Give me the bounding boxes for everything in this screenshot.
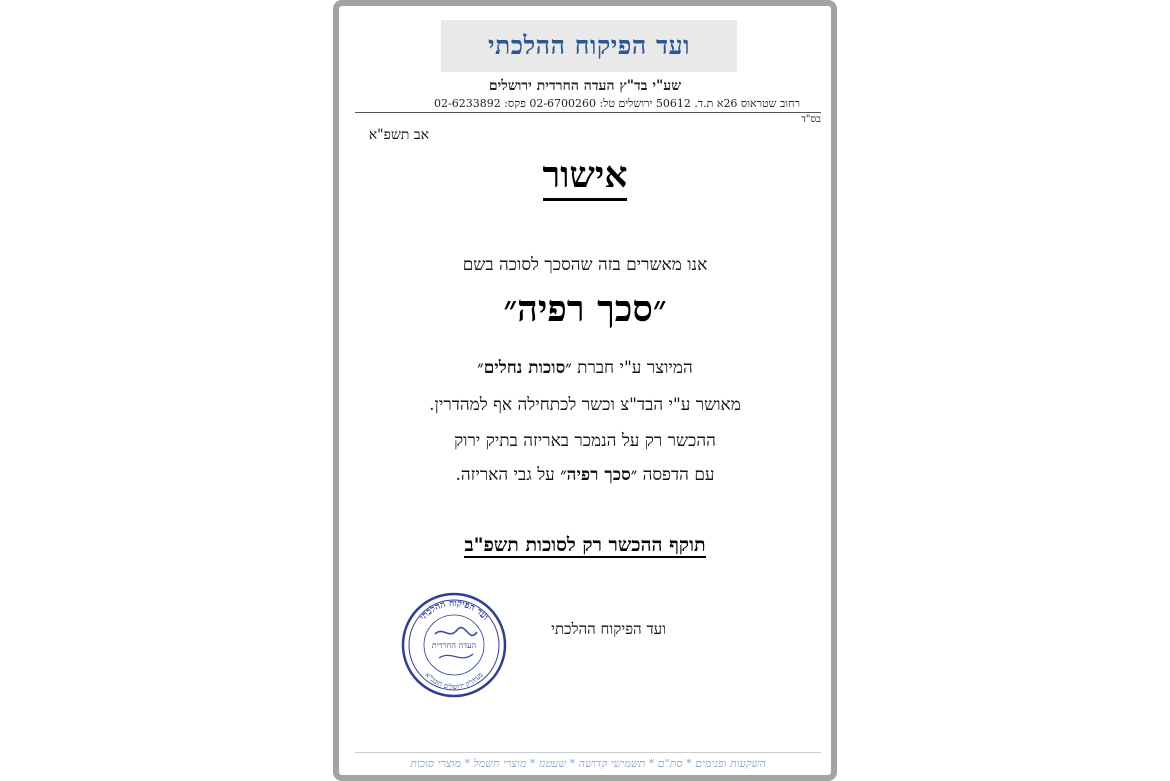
header-divider bbox=[355, 112, 821, 113]
print-product-name: ״סכך רפיה״ bbox=[560, 465, 638, 485]
stamp-outer-text: ועד הפיקוח ההלכתי bbox=[418, 598, 490, 623]
signatory-name: ועד הפיקוח ההלכתי bbox=[551, 620, 666, 638]
manufacturer-name: ״סוכות נחלים״ bbox=[477, 358, 572, 378]
organization-name: ועד הפיקוח ההלכתי bbox=[487, 31, 691, 60]
svg-text:ועד הפיקוח ההלכתי bbox=[418, 599, 490, 623]
document-date: אב תשפ"א bbox=[368, 127, 429, 143]
print-suffix: על גבי האריזה. bbox=[455, 465, 561, 485]
manufacturer-prefix: המיוצר ע"י חברת bbox=[571, 358, 693, 378]
svg-text:פעיה"ק ירושלים תובב"א bbox=[423, 671, 484, 691]
footer-services: השקעות ופנימים * סת"ם * תשמישי קדושה * שעטנז * מוצרי חשמל * מוצרי סוכות bbox=[410, 757, 766, 770]
document-frame bbox=[333, 0, 837, 781]
document-heading bbox=[339, 154, 831, 196]
body-line-5 bbox=[339, 465, 831, 485]
bsd-mark: בס"ד bbox=[801, 114, 821, 125]
print-prefix: עם הדפסה bbox=[637, 465, 715, 485]
contact-address: רחוב שטראוס 26א ת.ד. 50612 ירושלים טל: 02-6700260 פקס: 02-6233892 bbox=[434, 97, 800, 110]
letterhead-box bbox=[441, 20, 737, 72]
validity-text: תוקף ההכשר רק לסוכות תשפ"ב bbox=[464, 534, 706, 556]
stamp-inner-text: העדה החרדית bbox=[431, 641, 477, 650]
body-line-3: מאושר ע"י הבד"צ וכשר לכתחילה אף למהדרין. bbox=[429, 395, 741, 415]
kashrut-stamp bbox=[399, 590, 509, 700]
certificate-document bbox=[339, 6, 831, 775]
footer-divider bbox=[355, 752, 821, 753]
stamp-bottom-text: פעיה"ק ירושלים תובב"א bbox=[423, 670, 485, 692]
body-line-4: ההכשר רק על הנמכר באריזה בתיק ירוק bbox=[454, 431, 716, 451]
product-name: ״סכך רפיה״ bbox=[503, 288, 667, 330]
signature-flourish bbox=[439, 654, 473, 658]
body-line-1: אנו מאשרים בזה שהסכך לסוכה בשם bbox=[462, 255, 708, 275]
heading-text: אישור bbox=[543, 154, 628, 201]
supervising-authority: שע"י בד"ץ העדה החרדית ירושלים bbox=[488, 78, 682, 94]
body-line-2 bbox=[339, 358, 831, 378]
validity-notice bbox=[339, 534, 831, 557]
handwritten-signature bbox=[435, 627, 477, 635]
